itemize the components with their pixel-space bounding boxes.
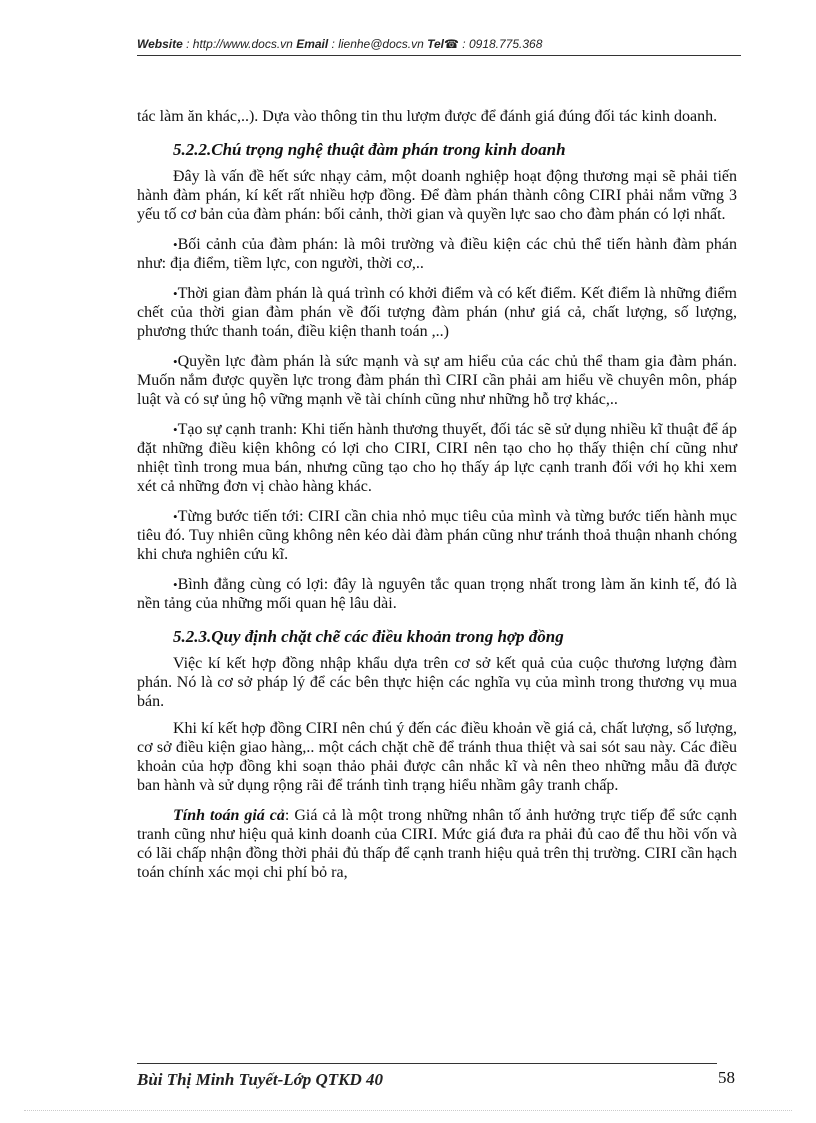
bullet-text: Từng bước tiến tới: CIRI cần chia nhỏ mục tiêu của mình và từng bước tiến hành mục tiêu đó. Tuy nhiên cũng không nên kéo dài đàm phán cũng như tránh thoả thuận nhanh chóng khi chưa nghiên cứu kĩ. — [137, 508, 737, 563]
website-value[interactable]: : http://www.docs.vn — [182, 37, 297, 51]
email-label: Email — [296, 37, 329, 51]
page-number: 58 — [718, 1068, 735, 1087]
footer-divider — [137, 1063, 717, 1064]
term-price: Tính toán giá cả — [173, 807, 285, 824]
bullet-text: Tạo sự cạnh tranh: Khi tiến hành thương thuyết, đối tác sẽ sử dụng nhiều kĩ thuật để áp đặt những điều kiện không có lợi cho CIRI, CIRI nên tạo cho họ thấy thiện chí cũng như nhiệt tình trong mua bán, nhưng cũng tạo cho họ thấy áp lực cạnh tranh đối với họ khi xem xét cả những đơn vị chào hàng khác. — [137, 421, 737, 495]
intro-paragraph: tác làm ăn khác,..). Dựa vào thông tin thu lượm được để đánh giá đúng đối tác kinh doanh. — [137, 108, 718, 125]
page-edge — [24, 1110, 792, 1111]
bullet-item-competition — [137, 420, 737, 496]
bullet-item-context — [137, 235, 737, 273]
website-label: Website — [137, 37, 183, 51]
bullet-item-step-by-step — [137, 507, 737, 564]
bullet-icon: • — [173, 286, 178, 301]
section-heading-5-2-2: 5.2.2.Chú trọng nghệ thuật đàm phán trong kinh doanh — [173, 140, 566, 159]
phone-icon: ☎ — [444, 37, 459, 51]
bullet-icon: • — [173, 422, 178, 437]
bullet-item-time — [137, 284, 737, 341]
page-header — [137, 37, 741, 51]
bullet-icon: • — [173, 354, 178, 369]
bullet-text: Bối cảnh của đàm phán: là môi trường và điều kiện các chủ thể tiến hành đàm phán như: địa điểm, tiềm lực, con người, thời cơ,.. — [137, 236, 737, 272]
bullet-text: Quyền lực đàm phán là sức mạnh và sự am hiểu của các chủ thể tham gia đàm phán. Muốn nắm được quyền lực trong đàm phán thì CIRI cần phải am hiểu về chuyên môn, pháp luật và có sự ủng hộ vững mạnh về tài chính cũng như những hỗ trợ khác,.. — [137, 353, 737, 408]
bullet-icon: • — [173, 509, 178, 524]
bullet-item-equality — [137, 575, 737, 613]
email-value[interactable]: : lienhe@docs.vn — [328, 37, 428, 51]
section-heading-5-2-3: 5.2.3.Quy định chặt chẽ các điều khoản trong hợp đồng — [173, 627, 564, 646]
bullet-icon: • — [173, 577, 178, 592]
bullet-item-power — [137, 352, 737, 409]
paragraph-5-2-3-a: Việc kí kết hợp đồng nhập khẩu dựa trên cơ sở kết quả của cuộc thương lượng đàm phán. Nó là cơ sở pháp lý để các bên thực hiện các nghĩa vụ của mình trong thương vụ mua bán. — [137, 655, 737, 710]
bullet-icon: • — [173, 237, 178, 252]
bullet-text: Thời gian đàm phán là quá trình có khởi điểm và có kết điểm. Kết điểm là những điểm chết của thời gian đàm phán về đối tượng đàm phán (như giá cả, chất lượng, số lượng, phương thức thanh toán, điều kiện thanh toán ,..) — [137, 285, 737, 340]
paragraph-price — [137, 806, 737, 882]
tel-label: Tel — [427, 37, 445, 51]
bullet-text: Bình đẳng cùng có lợi: đây là nguyên tắc quan trọng nhất trong làm ăn kinh tế, đó là nền tảng của những mối quan hệ lâu dài. — [137, 576, 737, 612]
document-body — [137, 107, 737, 893]
price-text: : Giá cả là một trong những nhân tố ảnh hưởng trực tiếp để sức cạnh tranh cũng như hiệu quả kinh doanh của CIRI. Mức giá đưa ra phải đủ cao để thu hồi vốn và có lãi chấp nhận đồng thời phải đủ thấp để cạnh tranh hiệu quả trên thị trường. CIRI cần hạch toán chính xác mọi chi phí bỏ ra, — [137, 807, 738, 881]
paragraph-5-2-2: Đây là vấn đề hết sức nhạy cảm, một doanh nghiệp hoạt động thương mại sẽ phải tiến hành đàm phán, kí kết rất nhiều hợp đồng. Để đàm phán thành công CIRI phải nắm vững 3 yếu tố cơ bản của đàm phán: bối cảnh, thời gian và quyền lực sao cho đàm phán có lợi nhất. — [137, 168, 737, 223]
footer-author: Bùi Thị Minh Tuyết-Lớp QTKD 40 — [137, 1070, 384, 1089]
paragraph-5-2-3-b: Khi kí kết hợp đồng CIRI nên chú ý đến các điều khoản về giá cả, chất lượng, số lượng, cơ sở điều kiện giao hàng,.. một cách chặt chẽ để tránh thua thiệt và sai sót sau này. Các điều khoản của hợp đồng khi soạn thảo phải được cân nhắc kĩ và nên theo những mẫu đã được ban hành và sử dụng rộng rãi để tránh tình trạng hiểu nhầm gây tranh chấp. — [137, 720, 737, 794]
tel-value: : 0918.775.368 — [458, 37, 543, 51]
header-divider — [137, 55, 741, 56]
